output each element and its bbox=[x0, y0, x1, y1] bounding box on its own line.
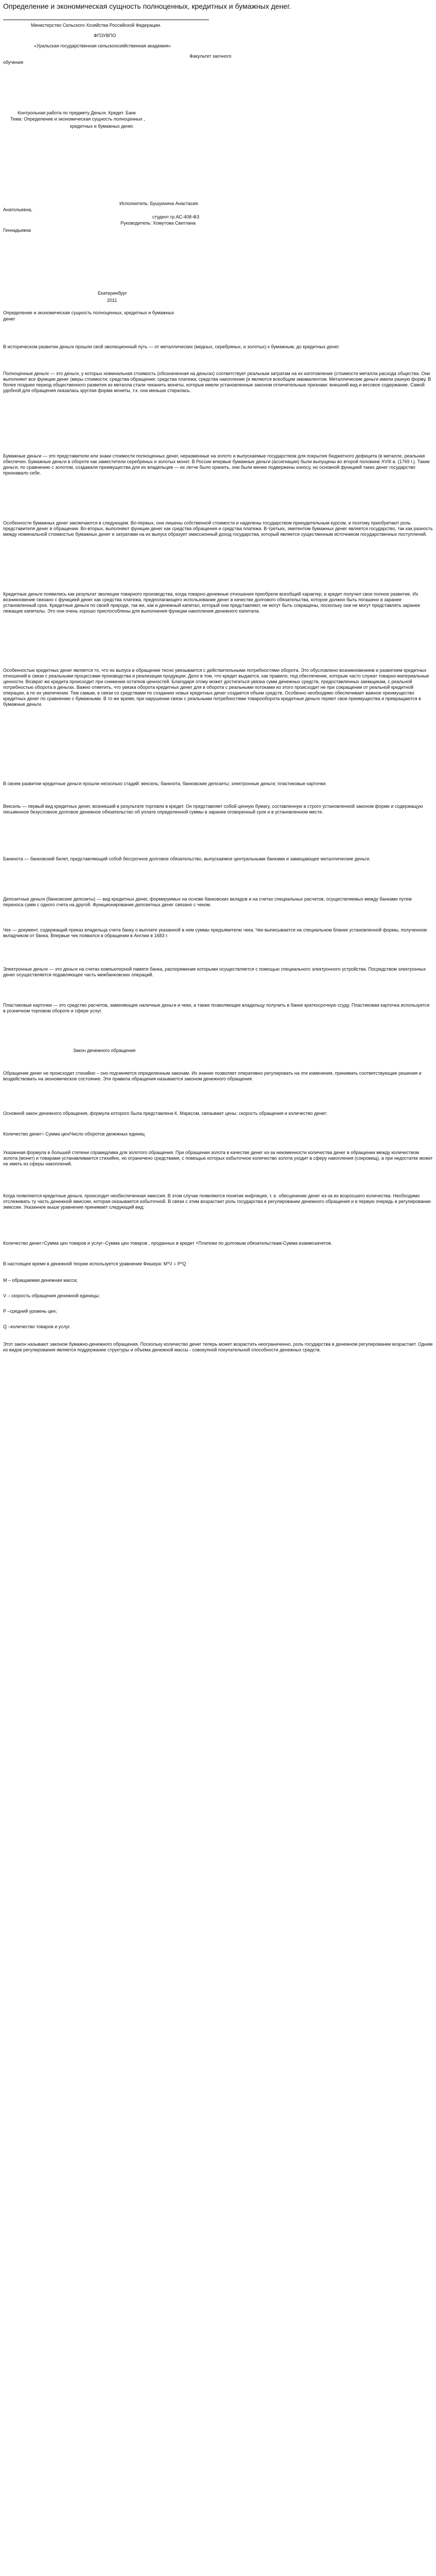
paragraph: Бумажные деньги — это представители или знаки стоимости полноценных денег, неразменные на золото и выпускаемые государством для покрытия бюджетного дефицита (в металле, реальная обеспечен. Бумажные деньги в обороте как заместители серебряных и золотых монет. В России впервые бумажные деньги (ассигнации) были выпущены во второй половине XVIII в. (1769 г.). Такие деньги, по сравнению с золотом, создавали преимущества для их владельцев — их легче было хранить, они были менее подвержены износу, но основной функцией таких денег государство признавало себе. bbox=[3, 453, 430, 476]
performer-label: Исполнитель: Бушуихина Анастасия bbox=[119, 201, 198, 206]
institution-full: «Уральская государственная сельскохозяйственная академия» bbox=[34, 43, 171, 48]
paragraph: Указанная формула в большей степени справедлива для золотого обращения. При обращении золота в качестве денег из-за неизменности количества денег в обращении между количеством золота (монет) и товарами устанавливается стихийно, но ограничено средствами, с помощью которых избыточное количество золота уходит в сферу накопления (сокровищ), а при недостатке может не иметь из сферы накоплений. bbox=[3, 1150, 433, 1166]
paragraph: Кредитные деньги появились как результат эволюции товарного производства, когда товарно-денежные отношения приобрели всеобщий характер, в кредит получил свое полное развитие. Их возникновение связано с функцией денег как средства платежа, предполагающего использование денег в качестве долгового обязательства, которое должно быть погашено в заранее установленный срок. Кредитные деньги по своей природе, так же, как и денежный капитал, который они представляют, не могут быть сокращены, поскольку они не могут представлять заранее лежащие капиталы. Это они очень хорошо приспособлены для выполнения функции накопления денежного капитала. bbox=[3, 591, 421, 614]
legend-item: Q –количество товаров и услуг. bbox=[3, 1324, 71, 1329]
paragraph: Полноценные деньги — это деньги, у которых номинальная стоимость (обозначенная на деньгах) соответствует реальным затратам на их изготовление (стоимости металла расхода общества. Они выполняют все функции денег (меры стоимости; средства обращения; средства платежа; средства накопления (и являются всеобщим эквивалентом. Металлические деньги имели разную форму. В более позднее период общественного развития из металла стали чеканить монеты, которые имели установленные законом отличительные признаки: внешний вид и весовое содержание. Самой удобной для обращения оказалась круглая форма монеты, т.к. она меньше стиралась. bbox=[3, 371, 431, 393]
work-type: Контрольная работа по предмету Деньги. Кредит. Банк bbox=[18, 110, 136, 115]
paragraph: В историческом развитии деньги прошли свой эволюционный путь — от металлических (медных, серебряных, и золотых) к бумажным, до кредитных денег. bbox=[3, 344, 340, 349]
legend-item: V – скорость обращения денежной единицы; bbox=[3, 1293, 100, 1298]
topic-label: Тема: Определение и экономическая сущность полноценных , bbox=[10, 116, 145, 122]
city: Екатеринбург bbox=[98, 291, 127, 296]
section-heading: Закон денежного обращения bbox=[73, 1048, 136, 1053]
formula: Количество денег= Сумма цен/Число оборотов денежных единиц bbox=[3, 1131, 145, 1137]
paragraph: В своем развитии кредитные деньги прошли несколько стадий: вексель; банкнота, банковские депозиты; электронные деньги; пластиковые карточки. bbox=[3, 781, 327, 786]
paragraph: Пластиковые карточки — это средство расчетов, заменяющее наличные деньги и чеки, а также позволяющее владельцу получить в банке краткосрочную ссуду. Пластиковая карточка используется в розничном торговом обороте и сфере услуг. bbox=[3, 1003, 430, 1013]
legend-item: Р –средний уровень цен; bbox=[3, 1309, 57, 1314]
formula: В настоящее время в денежной теории используется уравнение Фишера: M*V = P*Q bbox=[3, 1261, 186, 1266]
intro-title-cont: денег bbox=[3, 316, 15, 321]
formula: Количество денег=Сумма цен товаров и услуг–Сумма цен товаров , проданных в кредит +Платежи по долговым обязательствам-Сумма взаимозачетов. bbox=[3, 1241, 333, 1246]
paragraph: Обращение денег не происходит стихийно – оно подчиняется определенным законам. Их знание позволяет оперативно регулировать на эти изменения, принимать соответствующие решения и воздействовать на экономическое состояние. Эти правила обращения называются законом денежного обращения. bbox=[3, 1071, 422, 1081]
year: 2011 bbox=[107, 298, 117, 303]
faculty-cont: обучения bbox=[3, 60, 24, 65]
paragraph: Электронные деньги — это деньги на счетах компьютерной памяти банка, распоряжение которыми осуществляется с помощью специального электронного устройства. Посредством электронных денег осуществляется подавляющее часть межбанковских операций. bbox=[3, 967, 426, 977]
faculty-label: Факультет заочного bbox=[189, 54, 232, 59]
paragraph: Этот закон называют законом бумажно-денежного обращения. Поскольку количество денег теперь может возрастать неограниченно, роль государства в денежном регулировании возрастает. Одним из видов регулирования является поддержание структуры и объема денежной массы - совокупной покупательной способности денежных средств. bbox=[3, 1342, 433, 1352]
student-group: студент гр.АС-408-ФЗ bbox=[152, 214, 200, 219]
paragraph: Особенностью кредитных денег является то, что их выпуск в обращение тесно увязывается с действительными потребностями оборота. Это обусловлено возникновением и развитием кредитных отношений в связи с реальными процессами производства и реализации продукции. Дело в том, что кредит выдается, как правило, под обеспечение, которым часто служат товарно-материальные ценности. Возврат же кредита происходит при снижении остатков ценностей. Благодаря этому может достигаться увязка сумм денежных средств, предоставленных заемщикам, с реальной потребностью оборота в деньгах. Важно отметить, что увязка оборота кредитных денег для в оборота с реальными потоками из этого происходит не при сокращении от реальной кредитной операции, а по их увеличении. Тем самым, в связи со средствами по созданию новых кредитных денег создается объем средств. Особенно необходимо обеспечивает важное преимущество кредитных денег по сравнению с бумажными. В то же время, при нарушении связи с реальными потребностями товарооборота кредитные деньги теряют свои преимущества и превращаются в бумажные деньги. bbox=[3, 668, 429, 707]
intro-title: Определение и экономическая сущность полноценных, кредитных и бумажных bbox=[3, 310, 175, 315]
supervisor-cont: Геннадьевна bbox=[3, 228, 31, 233]
topic-cont: кредитных и бумажных денег. bbox=[70, 124, 134, 129]
paragraph: Банкнота — банковский билет, представляющий собой бессрочное долговое обязательство, выпускаемое центральными банками и замещающее металлические деньги. bbox=[3, 856, 371, 861]
legend-item: М – обращаемая денежная масса; bbox=[3, 1278, 78, 1283]
institution-abbr: ФГОУВПО bbox=[94, 33, 116, 38]
performer-first: Анатольевна, bbox=[3, 207, 32, 212]
paragraph: Вексель — первый вид кредитных денег, возникший в результате торговли в кредит. Он представляет собой ценную бумагу, составленную в строго установленной законом форме и содержащую письменное безусловное долговое денежное обязательство об уплате определенной суммы в заранее оговоренный срок и в установленном месте. bbox=[3, 804, 423, 815]
paragraph: Особенности бумажных денег заключаются в следующем. Во-первых, они лишены собственной стоимости и наделены государством принудительным курсом, и поэтому приобретают роль представителя денег в обращении. Во-вторых, выполняют функции денег как средства обращения и средства платежа. В-третьих, эмитентом бумажных денег является государство, так как разность между номинальной стоимостью бумажных денег и затратами на их выпуск образует эмиссионный доход государства, который является существенным источником государственных поступлений. bbox=[3, 520, 433, 537]
paragraph: Чек — документ, содержащий приказ владельца счета банку о выплате указанной в нем суммы предъявителю чека. Чек выписывается на специальном бланке установленной формы, полученном вкладчиком от банка. Впервые чек появился в обращении в Англии в 1683 г. bbox=[3, 927, 427, 938]
paragraph: Основной закон денежного обращения, формула которого была представлена К. Марксом, связывает цены; скорость обращения и количество денег: bbox=[3, 1111, 328, 1116]
supervisor-label: Руководитель: Хомутова Светлана bbox=[120, 221, 196, 226]
paragraph: Когда появляются кредитные деньги, происходит необеспеченная эмиссия. В этом случае появляются понятие инфляция, т. е. обесценение денег из-за их возросшего количества. Необходимо отслеживать ту часть денежной эмиссии, которая оказывается избыточной. В связи с этим возрастает роль государства в регулировании денежного обращения и в первую очередь в регулировании эмиссии. Указанное выше уравнение принимает следующий вид: bbox=[3, 1193, 431, 1210]
ministry-line: Министерство Сельского Хозяйства Российской Федерации. bbox=[31, 23, 162, 28]
document-title: Определение и экономическая сущность полноценных, кредитных и бумажных денег. bbox=[3, 2, 291, 10]
paragraph: Депозитные деньги (банковские депозиты) — вид кредитных денег, формируемых на основе банковских вкладов и на счетах специальных расчетов, осуществляемых между банками путем переноса сумм с одного счета на другой. Функционирование депозитных денег связано с чеком. bbox=[3, 896, 412, 907]
